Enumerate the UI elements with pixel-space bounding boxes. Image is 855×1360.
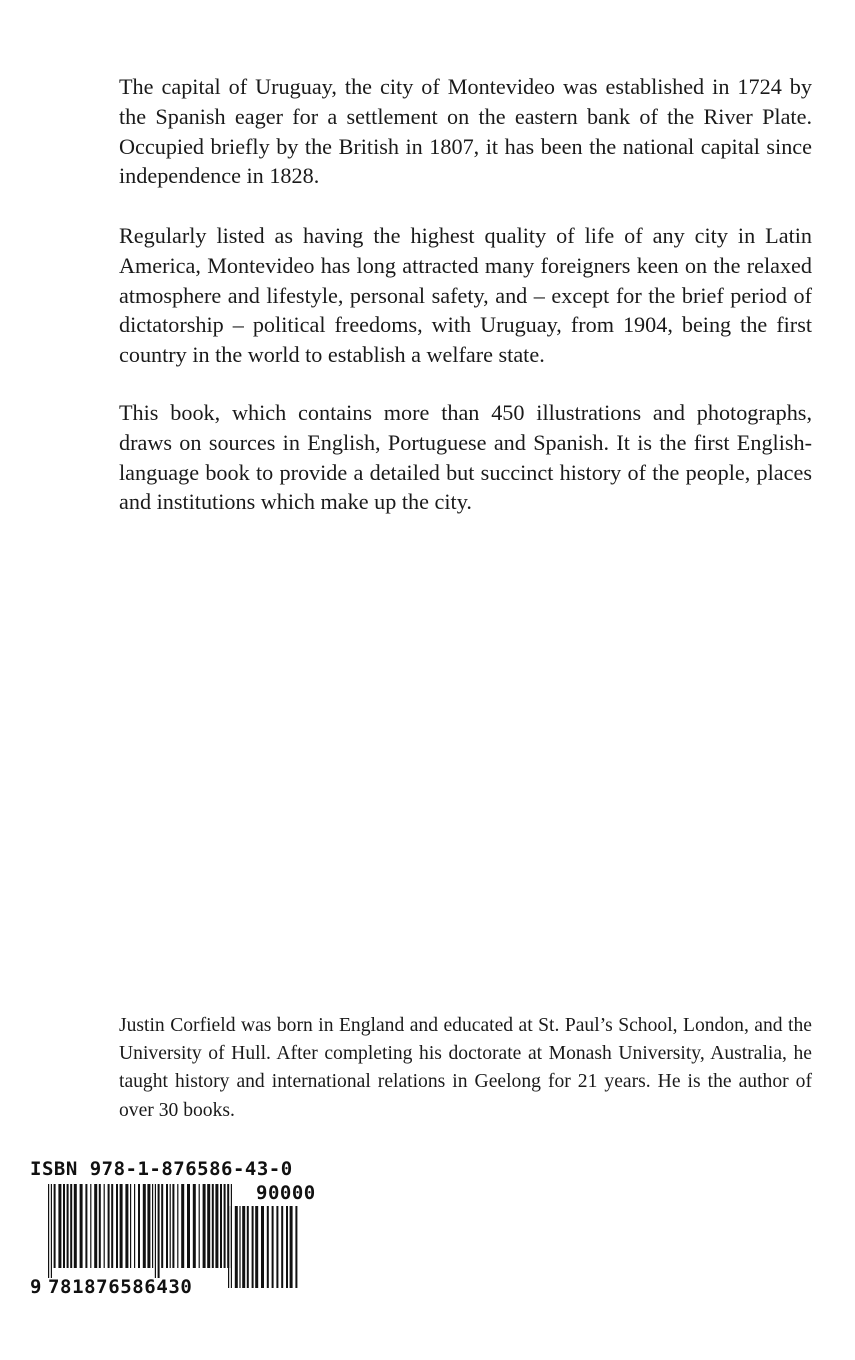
addon-bars: [228, 1206, 300, 1298]
barcode-bar: [220, 1184, 222, 1268]
barcode-bar: [231, 1206, 232, 1288]
barcode-bar: [228, 1206, 229, 1288]
barcode-bar: [116, 1184, 118, 1268]
barcode-bar: [276, 1206, 278, 1288]
ean13-bars: [48, 1184, 238, 1278]
isbn-barcode: [30, 1158, 320, 1308]
barcode-bar: [67, 1184, 69, 1268]
barcode-bar: [242, 1206, 245, 1288]
barcode-bar: [147, 1184, 150, 1268]
barcode-bar: [63, 1184, 65, 1268]
author-bio: Justin Corfield was born in England and educated at St. Paul’s School, London, and the University of Hull. After completing his doctorate at Monash University, Australia, he taught history and international relations in Geelong for 21 years. He is the author of over 30 books.: [119, 1015, 812, 1121]
barcode-bar: [199, 1184, 200, 1268]
blurb-paragraph-2: Regularly listed as having the highest quality of life of any city in Latin America, Montevideo has long attracted many foreigners keen on the relaxed atmosphere and lifestyle, personal safety, and – except for the brief period of dictatorship – political freedoms, with Uruguay, from 1904, being the first country in the world to establish a welfare state.: [119, 223, 812, 368]
barcode-bar: [134, 1184, 135, 1268]
barcode-bar: [111, 1184, 113, 1268]
barcode-bar: [172, 1184, 174, 1268]
barcode-bar: [120, 1184, 123, 1268]
barcode-bar: [158, 1184, 160, 1278]
barcode-bar: [261, 1206, 264, 1288]
barcode-bar: [85, 1184, 87, 1268]
barcode-first-digit: 9: [30, 1276, 42, 1298]
barcode-bar: [239, 1206, 240, 1288]
barcode-bar: [166, 1184, 168, 1268]
barcode-bar: [99, 1184, 101, 1268]
barcode-bar: [252, 1206, 254, 1288]
barcode-main-digits: 781876586430: [48, 1276, 193, 1298]
barcode-bar: [54, 1184, 56, 1268]
barcode-bar: [48, 1184, 49, 1278]
barcode-bar: [203, 1184, 206, 1268]
barcode-bar: [58, 1184, 61, 1268]
barcode-bar: [94, 1184, 97, 1268]
isbn-label: ISBN 978-1-876586-43-0: [30, 1158, 293, 1180]
barcode-bar: [247, 1206, 249, 1288]
barcode-bar: [155, 1184, 156, 1278]
price-code: 90000: [256, 1182, 316, 1204]
barcode-bar: [161, 1184, 163, 1268]
barcode-bar: [74, 1184, 77, 1268]
barcode-bar: [90, 1184, 91, 1268]
barcode-bar: [295, 1206, 297, 1288]
barcode-bar: [138, 1184, 140, 1268]
barcode-bar: [130, 1184, 131, 1268]
barcode-bar: [51, 1184, 52, 1278]
barcode-bar: [80, 1184, 83, 1268]
barcode-bar: [290, 1206, 293, 1288]
barcode-bar: [104, 1184, 105, 1268]
barcode-bar: [235, 1206, 238, 1288]
barcode-bar: [125, 1184, 128, 1268]
barcode-bar: [170, 1184, 171, 1268]
barcode-bar: [177, 1184, 178, 1268]
barcode-bar: [193, 1184, 196, 1268]
barcode-bar: [215, 1184, 218, 1268]
barcode-bar: [281, 1206, 283, 1288]
barcode-bar: [181, 1184, 184, 1268]
barcode-bar: [143, 1184, 146, 1268]
barcode-bar: [224, 1184, 226, 1268]
barcode-bar: [255, 1206, 258, 1288]
barcode-bar: [70, 1184, 72, 1268]
barcode-bar: [286, 1206, 288, 1288]
barcode-bar: [267, 1206, 269, 1288]
barcode-bar: [108, 1184, 110, 1268]
barcode-bar: [212, 1184, 214, 1268]
barcode-bar: [152, 1184, 153, 1268]
blurb-paragraph-1: The capital of Uruguay, the city of Montevideo was established in 1724 by the Spanish eager for a settlement on the eastern bank of the River Plate. Occupied briefly by the British in 1807, it has been the national capital since independence in 1828.: [119, 74, 812, 189]
barcode-bar: [207, 1184, 210, 1268]
barcode-bar: [272, 1206, 274, 1288]
blurb-paragraph-3: This book, which contains more than 450 illustrations and photographs, draws on sources in English, Portuguese and Spanish. It is the first English-language book to provide a detailed but succinct history of the people, places and institutions which make up the city.: [119, 400, 812, 515]
barcode-bar: [187, 1184, 190, 1268]
